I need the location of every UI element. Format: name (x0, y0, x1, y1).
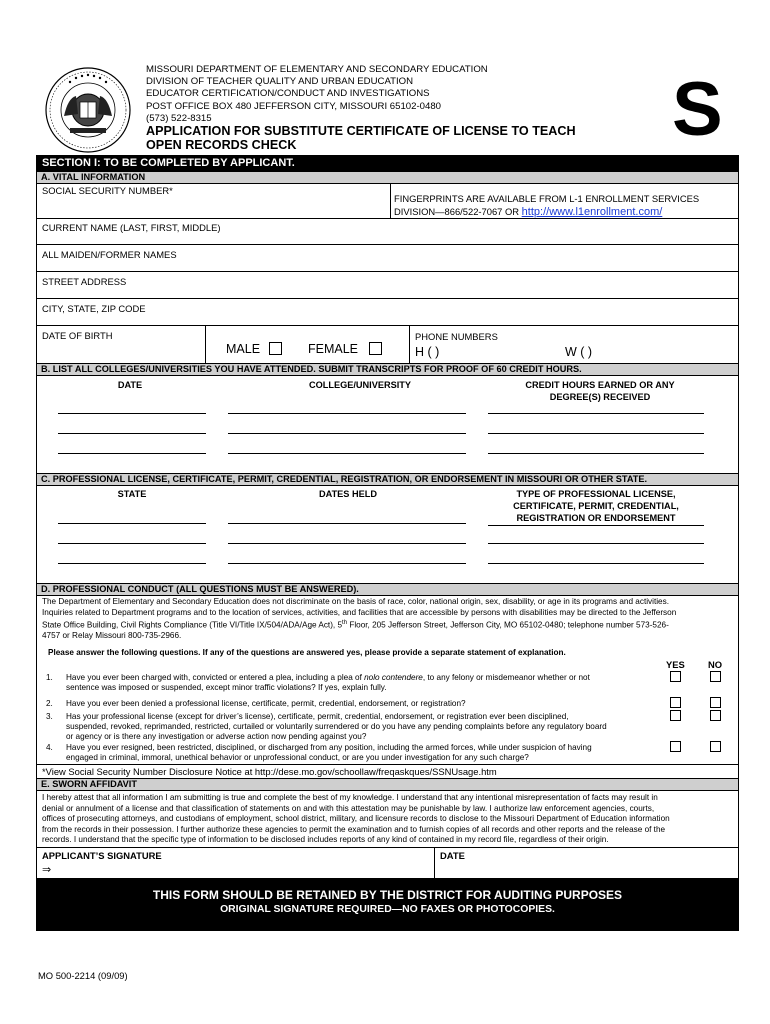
street-label: STREET ADDRESS (42, 276, 127, 287)
q3-line: suspended, revoked, reprimanded, restricted, curtailed or voluntarily surrendered or do you have any pending complaints before any regulatory board (66, 722, 607, 732)
header-line: EDUCATOR CERTIFICATION/CONDUCT AND INVESTIGATIONS (146, 88, 430, 100)
q1-text: Have you ever been charged with, convicted or entered a plea, including a plea of (66, 673, 365, 682)
q4-no-checkbox[interactable] (710, 741, 721, 752)
q1-line (66, 673, 590, 683)
notice-text: Floor, 205 Jefferson Street, Jefferson City, MO 65102-0480; telephone number 573-526- (347, 620, 669, 630)
affidavit-line: offices of prosecuting attorneys, and custodians of employment, school district, military, and licensure records to disclose to the Missouri Department of Education information (42, 814, 670, 823)
license-dates-line[interactable] (228, 563, 466, 564)
no-header: NO (708, 659, 723, 670)
notice-sup: th (342, 620, 348, 626)
section-b-title: B. LIST ALL COLLEGES/UNIVERSITIES YOU HAVE ATTENDED. SUBMIT TRANSCRIPTS FOR PROOF OF 60 CREDIT HOURS. (37, 363, 738, 376)
fingerprint-info-2 (394, 206, 662, 218)
row-divider (37, 325, 738, 326)
divider (205, 325, 206, 363)
notice-line (42, 618, 736, 631)
row-divider (37, 847, 738, 848)
instruction: Please answer the following questions. If any of the questions are answered yes, please provide a separate statement of explanation. (48, 648, 566, 657)
agency-header (146, 64, 488, 125)
question-3 (66, 712, 607, 743)
q2-yes-checkbox[interactable] (670, 697, 681, 708)
affidavit-line: I hereby attest that all information I am submitting is true and complete the best of my knowledge. I understand that any intentional misrepresentation of facts may result in (42, 793, 658, 802)
row-divider (37, 218, 738, 219)
col-credit-hours (500, 379, 700, 403)
license-state-line[interactable] (58, 523, 206, 524)
q1-italic: nolo contendere (364, 673, 423, 682)
col-date: DATE (117, 380, 143, 390)
q1-line: sentence was imposed or suspended, except minor traffic violations? If yes, explain fully. (66, 683, 387, 693)
phone-label: PHONE NUMBERS (415, 331, 498, 342)
row-divider (37, 271, 738, 272)
college-name-line[interactable] (228, 433, 466, 434)
date-field[interactable] (440, 862, 730, 876)
q4-line: engaged in criminal, immoral, unethical behavior or unprofessional conduct, or are you under investigation for any such charge? (66, 753, 529, 763)
section-a-title: A. VITAL INFORMATION (37, 171, 738, 184)
divider (434, 847, 435, 878)
college-name-line[interactable] (228, 413, 466, 414)
ssn-label: SOCIAL SECURITY NUMBER* (42, 185, 173, 196)
form-title-line: APPLICATION FOR SUBSTITUTE CERTIFICATE OF LICENSE TO TEACH (146, 124, 576, 138)
ssn-disclosure-notice: *View Social Security Number Disclosure Notice at http://dese.mo.gov/schoollaw/freqaskques/SSNUsage.htm (42, 766, 497, 777)
signature-label: APPLICANT’S SIGNATURE (42, 850, 162, 861)
col-license-line: REGISTRATION OR ENDORSEMENT (516, 513, 676, 523)
license-type-line[interactable] (488, 563, 704, 564)
fingerprint-division: DIVISION—866/522-7067 OR (394, 206, 522, 217)
q3-line: Has your professional license (except for driver’s license), certificate, permit, credential, endorsement, or registration ever been disciplined, (66, 712, 569, 721)
notice-line: Inquiries related to Department programs and to the location of services, activities, and facilities that are accessible by persons with disabilities may be directed to the Jefferson (42, 607, 677, 617)
q3-number: 3. (46, 712, 53, 721)
fingerprint-link[interactable]: http://www.l1enrollment.com/ (521, 206, 663, 218)
question-4 (66, 743, 592, 763)
male-label: MALE (226, 342, 261, 356)
col-license-line: CERTIFICATE, PERMIT, CREDENTIAL, (513, 501, 679, 511)
section-d-title: D. PROFESSIONAL CONDUCT (ALL QUESTIONS MUST BE ANSWERED). (37, 583, 738, 596)
col-college: COLLEGE/UNIVERSITY (308, 380, 412, 390)
current-name-label: CURRENT NAME (LAST, FIRST, MIDDLE) (42, 222, 221, 233)
section-c-title: C. PROFESSIONAL LICENSE, CERTIFICATE, PERMIT, CREDENTIAL, REGISTRATION, OR ENDORSEMENT IN MISSOURI OR OTHER STATE. (37, 473, 738, 486)
college-date-line[interactable] (58, 453, 206, 454)
col-credit-line: DEGREE(S) RECEIVED (549, 392, 651, 402)
q1-no-checkbox[interactable] (710, 671, 721, 682)
signature-field[interactable] (60, 860, 430, 876)
q2-number: 2. (46, 699, 53, 708)
nondiscrimination-notice (42, 597, 736, 642)
header-line: DIVISION OF TEACHER QUALITY AND URBAN EDUCATION (146, 76, 414, 88)
home-phone: H ( ) (415, 345, 440, 359)
divider (390, 183, 391, 218)
q2-no-checkbox[interactable] (710, 697, 721, 708)
date-label: DATE (440, 850, 465, 861)
affidavit-line: records. I understand that the specific type of information to be disclosed includes reports of any kind of contained in my record file, regardless of their origin. (42, 835, 609, 844)
question-1 (66, 673, 590, 693)
form-title-line: OPEN RECORDS CHECK (146, 138, 297, 152)
college-credit-line[interactable] (488, 433, 704, 434)
col-license-type (488, 488, 704, 524)
dob-label: DATE OF BIRTH (42, 330, 113, 341)
section-1-title: SECTION I: TO BE COMPLETED BY APPLICANT. (36, 155, 739, 171)
license-dates-line[interactable] (228, 523, 466, 524)
section-e-title: E. SWORN AFFIDAVIT (37, 778, 738, 791)
male-checkbox[interactable] (269, 342, 282, 355)
retention-line: ORIGINAL SIGNATURE REQUIRED—NO FAXES OR PHOTOCOPIES. (220, 904, 555, 915)
license-type-line[interactable] (488, 543, 704, 544)
maiden-names-label: ALL MAIDEN/FORMER NAMES (42, 249, 177, 260)
col-license-line: TYPE OF PROFESSIONAL LICENSE, (516, 489, 676, 499)
q1-yes-checkbox[interactable] (670, 671, 681, 682)
affidavit-line: from the records in their possession. I further authorize these agencies to permit the examination and to furnish copies of all records and other reports and the release of the (42, 824, 666, 834)
form-number: MO 500-2214 (09/09) (38, 970, 128, 981)
header-line: POST OFFICE BOX 480 JEFFERSON CITY, MISSOURI 65102-0480 (146, 100, 442, 112)
row-divider (37, 764, 738, 765)
notice-line: 4757 or Relay Missouri 800-735-2966. (42, 631, 182, 641)
college-name-line[interactable] (228, 453, 466, 454)
q3-line: or agency or is there any investigation or adverse action now pending against you? (66, 732, 367, 742)
header-line: MISSOURI DEPARTMENT OF ELEMENTARY AND SECONDARY EDUCATION (146, 64, 488, 75)
license-state-line[interactable] (58, 563, 206, 564)
question-2: Have you ever been denied a professional license, certificate, permit, credential, endorsement, or registration? (66, 699, 466, 708)
retention-notice (36, 878, 739, 931)
form-title (146, 124, 576, 152)
signature-arrow-icon: ⇒ (42, 864, 52, 876)
license-type-line[interactable] (488, 525, 704, 526)
work-phone: W ( ) (565, 345, 593, 359)
q3-yes-checkbox[interactable] (670, 710, 681, 721)
row-divider (37, 244, 738, 245)
notice-line: The Department of Elementary and Secondary Education does not discriminate on the basis of race, color, national origin, sex, disability, or age in its programs and activities. (42, 597, 669, 606)
q4-yes-checkbox[interactable] (670, 741, 681, 752)
affidavit-text (42, 793, 736, 846)
license-state-line[interactable] (58, 543, 206, 544)
female-checkbox[interactable] (369, 342, 382, 355)
header-line: (573) 522-8315 (146, 112, 212, 124)
college-credit-line[interactable] (488, 413, 704, 414)
fingerprint-info: FINGERPRINTS ARE AVAILABLE FROM L-1 ENROLLMENT SERVICES (394, 193, 700, 204)
female-label: FEMALE (308, 342, 359, 356)
q1-text: , to any felony or misdemeanor whether or not (422, 673, 590, 682)
retention-line: THIS FORM SHOULD BE RETAINED BY THE DISTRICT FOR AUDITING PURPOSES (152, 888, 623, 902)
q1-number: 1. (46, 673, 53, 682)
college-credit-line[interactable] (488, 453, 704, 454)
q4-number: 4. (46, 743, 53, 752)
yes-header: YES (666, 659, 685, 670)
col-credit-line: CREDIT HOURS EARNED OR ANY (525, 380, 675, 390)
college-date-line[interactable] (58, 413, 206, 414)
q4-line: Have you ever resigned, been restricted, disciplined, or discharged from any position, including the armed forces, while under suspicion of having (66, 743, 592, 752)
affidavit-line: denial or annulment of a license and that classification of statements on and with this attestation may be punishable by law. I authorize law enforcement agencies, courts, (42, 803, 655, 813)
notice-text: State Office Building, Civil Rights Compliance (Title VI/Title IX/504/ADA/Age Act), 5 (42, 620, 343, 630)
license-dates-line[interactable] (228, 543, 466, 544)
form-letter: S (672, 67, 723, 152)
col-dates-held: DATES HELD (318, 489, 378, 499)
col-state: STATE (117, 489, 147, 499)
city-label: CITY, STATE, ZIP CODE (42, 303, 146, 314)
missouri-seal-icon (44, 66, 132, 154)
college-date-line[interactable] (58, 433, 206, 434)
row-divider (37, 298, 738, 299)
q3-no-checkbox[interactable] (710, 710, 721, 721)
divider (409, 325, 410, 363)
